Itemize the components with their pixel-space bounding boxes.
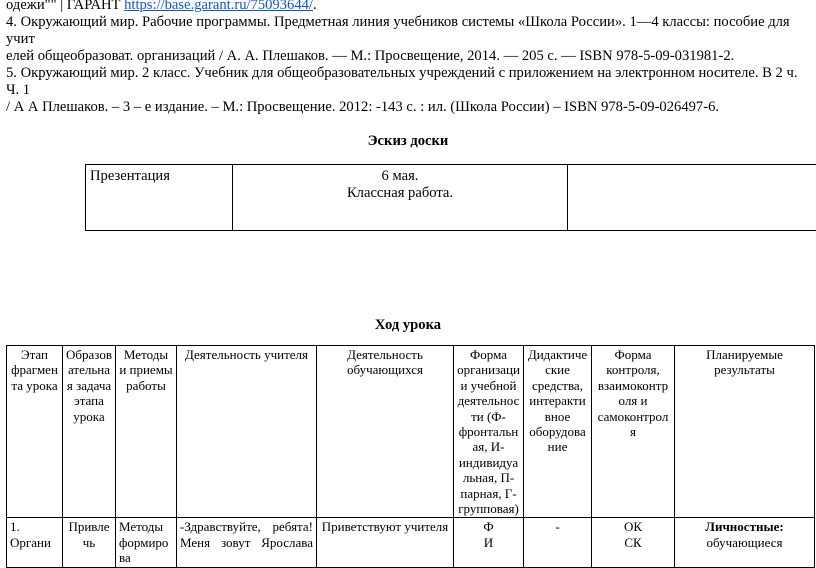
sketch-cell-empty (568, 165, 816, 231)
lesson-plan-heading: Ход урока (0, 317, 816, 334)
reference-continuation: одежи"" | ГАРАНТ https://base.garant.ru/75093644/. (6, 0, 814, 14)
sketch-cell-presentation: Презентация (86, 165, 233, 231)
row1-control: ОК СК (592, 518, 675, 567)
row1-methods: Методы формирова (116, 518, 177, 567)
col-methods: Методы и приемы работы (116, 346, 177, 518)
row1-students: Приветствуют учителя (317, 518, 454, 567)
table-row (7, 518, 815, 567)
reference-item-5: 5. Окружающий мир. 2 класс. Учебник для общеобразовательных учреждений с приложением на электронном носителе. В 2 ч. Ч. 1 / А А Плешаков. – 3 – е издание. – М.: Просвещение. 2012: -143 с. : ил. (Школа России) – ISBN 978-5-09-026497-6. (6, 65, 814, 116)
board-sketch-heading: Эскиз доски (0, 133, 816, 150)
col-control-form: Форма контроля, взаимоконтроля и самоконтроля (592, 346, 675, 518)
col-didactic-means: Дидактические средства, интерактивное оборудование (524, 346, 592, 518)
row1-didactic: - (524, 518, 592, 567)
board-sketch-table (85, 164, 816, 231)
col-task: Образовательная задача этапа урока (63, 346, 116, 518)
reference-item-4: 4. Окружающий мир. Рабочие программы. Предметная линия учебников системы «Школа России». 1—4 классы: пособие для учит елей общеобразоват. организаций / А. А. Плешаков. — М.: Просвещение, 2014. — 205 с. — ISBN 978-5-09-031981-2. (6, 14, 814, 65)
row1-teacher: -Здравствуйте, ребята! Меня зовут Ярослава (177, 518, 317, 567)
col-organization-form: Форма организации учебной деятельности (Ф-фронтальная, И-индивидуальная, П-парная, Г-групповая) (454, 346, 524, 518)
references (6, 0, 814, 116)
row1-results: Личностные: обучающиеся (675, 518, 815, 567)
sketch-cell-date: 6 мая. Классная работа. (233, 165, 568, 231)
col-stage: Этап фрагмента урока (7, 346, 63, 518)
lesson-plan-table (6, 345, 815, 568)
garant-link[interactable]: https://base.garant.ru/75093644/ (124, 0, 313, 13)
row1-stage: 1. Органи (7, 518, 63, 567)
table-header-row (7, 346, 815, 518)
col-teacher-activity: Деятельность учителя (177, 346, 317, 518)
row1-form: Ф И (454, 518, 524, 567)
col-student-activity: Деятельность обучающихся (317, 346, 454, 518)
row1-task: Привле чь (63, 518, 116, 567)
col-planned-results: Планируемые результаты (675, 346, 815, 518)
